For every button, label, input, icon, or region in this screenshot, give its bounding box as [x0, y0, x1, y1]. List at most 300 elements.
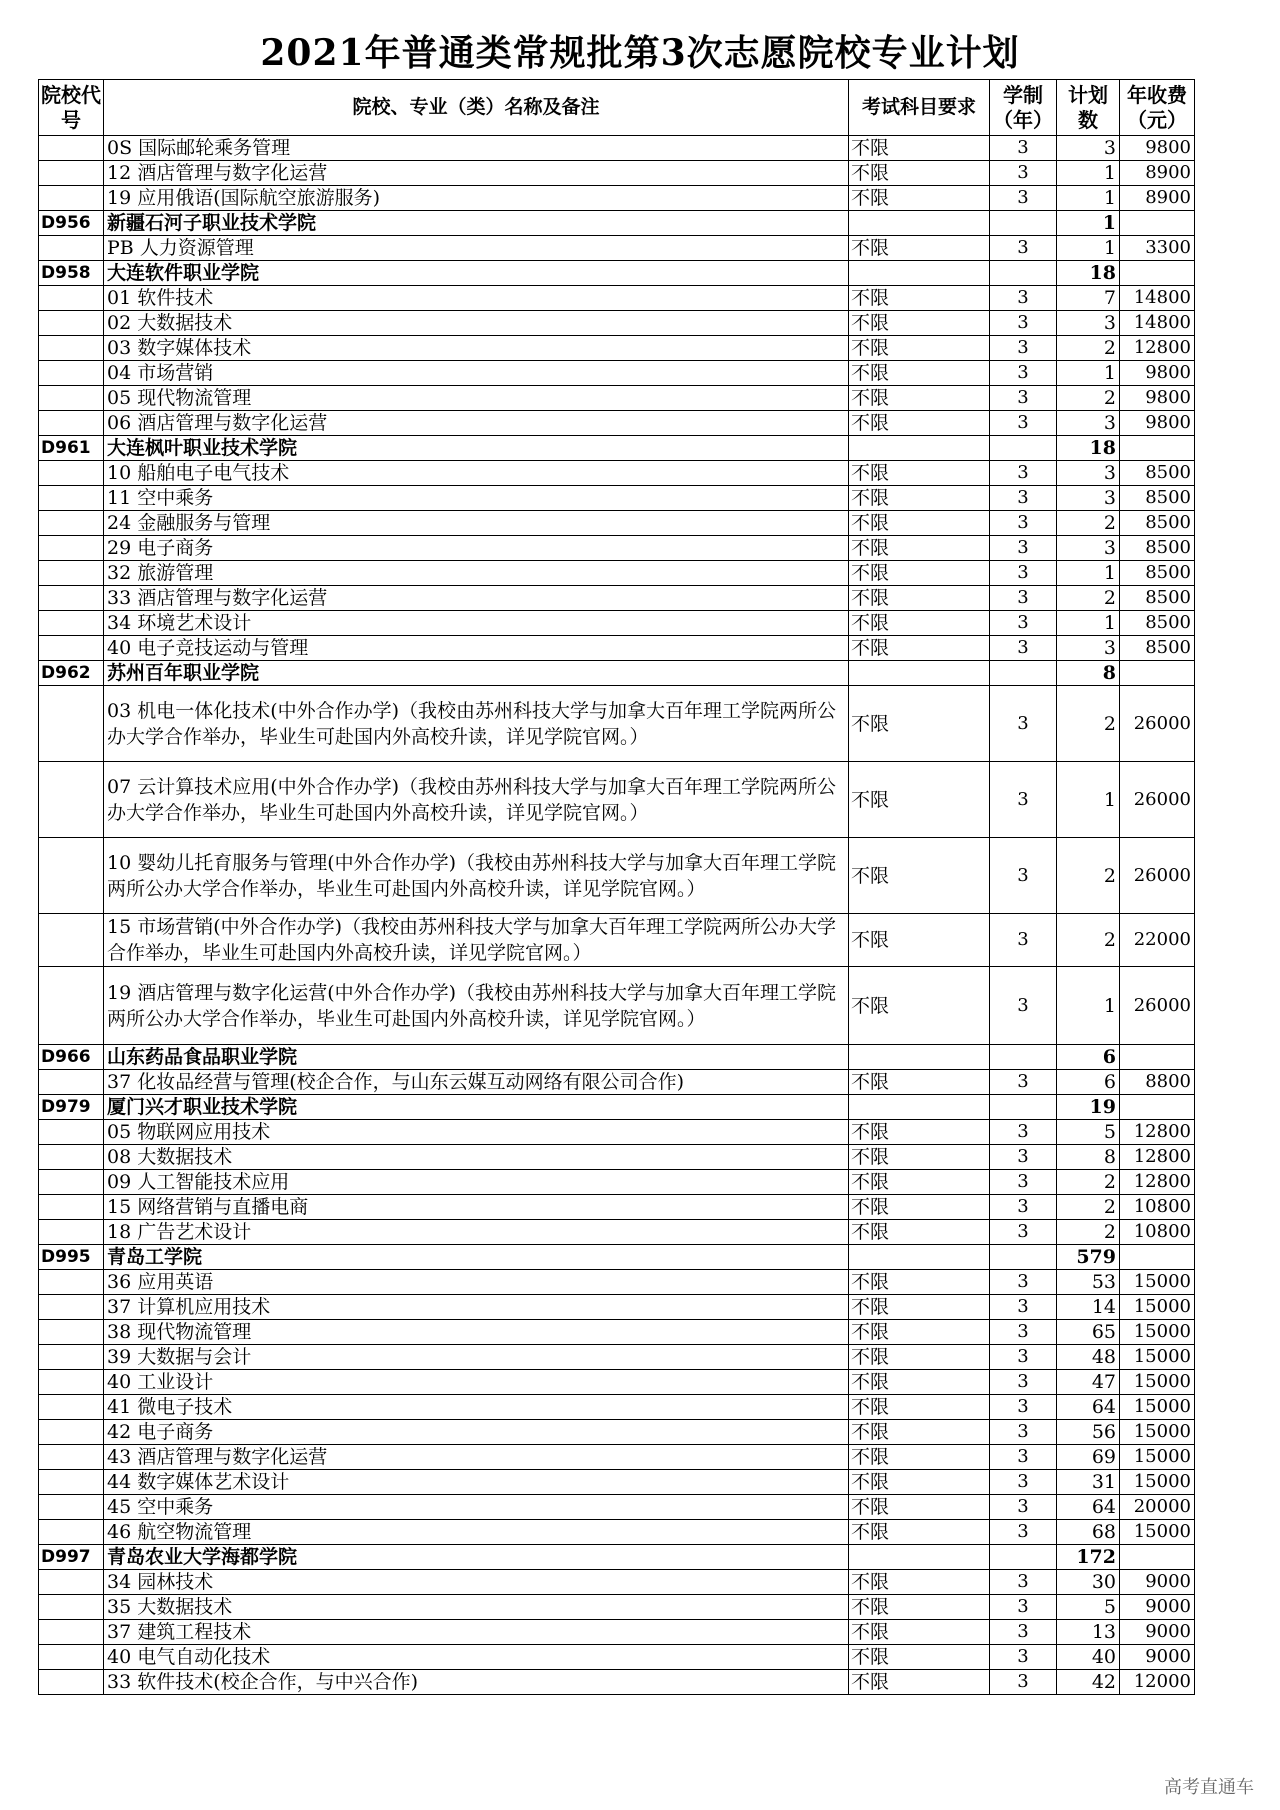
- cell-plan: 40: [1057, 1645, 1120, 1670]
- cell-fee: 8500: [1120, 536, 1195, 561]
- cell-school-code: [39, 386, 104, 411]
- cell-years: 3: [990, 1620, 1057, 1645]
- cell-plan: 1: [1057, 211, 1120, 236]
- cell-school-code: [39, 967, 104, 1045]
- cell-requirement: 不限: [849, 236, 990, 261]
- major-row: [39, 1270, 1195, 1295]
- school-row: [39, 1245, 1195, 1270]
- cell-requirement: [849, 1545, 990, 1570]
- cell-school-code: D956: [39, 211, 104, 236]
- cell-school-code: [39, 1420, 104, 1445]
- cell-name: 43 酒店管理与数字化运营: [104, 1445, 849, 1470]
- cell-requirement: 不限: [849, 1420, 990, 1445]
- cell-years: 3: [990, 1295, 1057, 1320]
- cell-school-code: [39, 286, 104, 311]
- cell-requirement: 不限: [849, 1170, 990, 1195]
- major-row: [39, 1120, 1195, 1145]
- cell-name: 39 大数据与会计: [104, 1345, 849, 1370]
- cell-years: 3: [990, 1220, 1057, 1245]
- cell-school-code: [39, 1345, 104, 1370]
- cell-years: [990, 211, 1057, 236]
- cell-plan: 13: [1057, 1620, 1120, 1645]
- header-name: 院校、专业（类）名称及备注: [104, 80, 849, 136]
- cell-plan: 8: [1057, 1145, 1120, 1170]
- major-row: [39, 161, 1195, 186]
- cell-fee: 8500: [1120, 636, 1195, 661]
- cell-fee: 15000: [1120, 1445, 1195, 1470]
- cell-fee: 15000: [1120, 1320, 1195, 1345]
- cell-school-code: [39, 636, 104, 661]
- major-row: [39, 1345, 1195, 1370]
- cell-name: 38 现代物流管理: [104, 1320, 849, 1345]
- cell-plan: 6: [1057, 1045, 1120, 1070]
- cell-school-code: [39, 1145, 104, 1170]
- cell-plan: 7: [1057, 286, 1120, 311]
- cell-years: 3: [990, 1345, 1057, 1370]
- cell-school-code: [39, 186, 104, 211]
- cell-school-code: D979: [39, 1095, 104, 1120]
- cell-school-code: [39, 311, 104, 336]
- cell-years: 3: [990, 1070, 1057, 1095]
- cell-plan: 64: [1057, 1395, 1120, 1420]
- cell-requirement: 不限: [849, 1645, 990, 1670]
- cell-name: 04 市场营销: [104, 361, 849, 386]
- cell-name: 45 空中乘务: [104, 1495, 849, 1520]
- cell-fee: 8500: [1120, 611, 1195, 636]
- cell-requirement: 不限: [849, 1495, 990, 1520]
- cell-years: 3: [990, 161, 1057, 186]
- major-row: [39, 914, 1195, 967]
- cell-years: 3: [990, 1520, 1057, 1545]
- cell-fee: 8500: [1120, 586, 1195, 611]
- cell-name: 19 酒店管理与数字化运营(中外合作办学)（我校由苏州科技大学与加拿大百年理工学院两所公办大学合作举办，毕业生可赴国内外高校升读，详见学院官网。）: [104, 967, 849, 1045]
- cell-fee: 26000: [1120, 762, 1195, 838]
- cell-requirement: 不限: [849, 1520, 990, 1545]
- cell-requirement: 不限: [849, 686, 990, 762]
- cell-school-code: [39, 586, 104, 611]
- cell-name: 37 计算机应用技术: [104, 1295, 849, 1320]
- cell-school-code: [39, 511, 104, 536]
- cell-plan: 2: [1057, 386, 1120, 411]
- cell-school-code: [39, 236, 104, 261]
- cell-name: 01 软件技术: [104, 286, 849, 311]
- cell-plan: 1: [1057, 967, 1120, 1045]
- cell-plan: 3: [1057, 636, 1120, 661]
- cell-school-code: D997: [39, 1545, 104, 1570]
- cell-requirement: 不限: [849, 1370, 990, 1395]
- cell-name: 11 空中乘务: [104, 486, 849, 511]
- cell-fee: 12800: [1120, 1120, 1195, 1145]
- cell-requirement: 不限: [849, 1570, 990, 1595]
- school-row: [39, 1545, 1195, 1570]
- cell-years: 3: [990, 186, 1057, 211]
- cell-requirement: 不限: [849, 561, 990, 586]
- major-row: [39, 967, 1195, 1045]
- cell-plan: 6: [1057, 1070, 1120, 1095]
- cell-plan: 2: [1057, 511, 1120, 536]
- cell-name: 36 应用英语: [104, 1270, 849, 1295]
- header-plan: 计划数: [1057, 80, 1120, 136]
- cell-fee: [1120, 1245, 1195, 1270]
- header-school-code: 院校代号: [39, 80, 104, 136]
- school-row: [39, 211, 1195, 236]
- cell-requirement: 不限: [849, 1145, 990, 1170]
- cell-fee: 15000: [1120, 1420, 1195, 1445]
- cell-requirement: 不限: [849, 1320, 990, 1345]
- cell-years: 3: [990, 1445, 1057, 1470]
- cell-name: 10 船舶电子电气技术: [104, 461, 849, 486]
- cell-name: 37 化妆品经营与管理(校企合作，与山东云媒互动网络有限公司合作): [104, 1070, 849, 1095]
- cell-fee: 8500: [1120, 561, 1195, 586]
- cell-school-code: [39, 536, 104, 561]
- cell-fee: 12000: [1120, 1670, 1195, 1695]
- cell-requirement: [849, 1095, 990, 1120]
- cell-school-code: [39, 486, 104, 511]
- cell-years: 3: [990, 1470, 1057, 1495]
- cell-requirement: 不限: [849, 361, 990, 386]
- cell-requirement: 不限: [849, 1595, 990, 1620]
- cell-fee: 12800: [1120, 336, 1195, 361]
- major-row: [39, 1295, 1195, 1320]
- cell-name: 15 网络营销与直播电商: [104, 1195, 849, 1220]
- cell-name: 42 电子商务: [104, 1420, 849, 1445]
- cell-school-code: [39, 1070, 104, 1095]
- cell-name: 29 电子商务: [104, 536, 849, 561]
- cell-plan: 2: [1057, 914, 1120, 967]
- cell-requirement: 不限: [849, 586, 990, 611]
- major-row: [39, 411, 1195, 436]
- cell-fee: [1120, 261, 1195, 286]
- major-row: [39, 461, 1195, 486]
- cell-plan: 172: [1057, 1545, 1120, 1570]
- cell-plan: 18: [1057, 436, 1120, 461]
- plan-table: [38, 79, 1195, 1695]
- cell-requirement: 不限: [849, 636, 990, 661]
- cell-plan: 1: [1057, 762, 1120, 838]
- cell-fee: 10800: [1120, 1195, 1195, 1220]
- cell-name: 34 环境艺术设计: [104, 611, 849, 636]
- cell-school-code: [39, 411, 104, 436]
- cell-name: 18 广告艺术设计: [104, 1220, 849, 1245]
- cell-fee: 15000: [1120, 1520, 1195, 1545]
- major-row: [39, 386, 1195, 411]
- cell-plan: 1: [1057, 186, 1120, 211]
- cell-school-code: [39, 1370, 104, 1395]
- cell-years: 3: [990, 386, 1057, 411]
- cell-school-code: [39, 1620, 104, 1645]
- cell-fee: 8500: [1120, 461, 1195, 486]
- cell-name: 08 大数据技术: [104, 1145, 849, 1170]
- cell-fee: 8900: [1120, 161, 1195, 186]
- cell-school-code: [39, 561, 104, 586]
- table-header-row: [39, 80, 1195, 136]
- cell-fee: 8500: [1120, 486, 1195, 511]
- cell-school-code: [39, 762, 104, 838]
- cell-name: 05 物联网应用技术: [104, 1120, 849, 1145]
- cell-fee: [1120, 1095, 1195, 1120]
- major-row: [39, 1170, 1195, 1195]
- cell-name: 19 应用俄语(国际航空旅游服务): [104, 186, 849, 211]
- cell-name: 40 电子竞技运动与管理: [104, 636, 849, 661]
- school-row: [39, 1095, 1195, 1120]
- cell-name: 苏州百年职业学院: [104, 661, 849, 686]
- cell-requirement: 不限: [849, 967, 990, 1045]
- cell-years: 3: [990, 461, 1057, 486]
- cell-requirement: 不限: [849, 1070, 990, 1095]
- cell-years: 3: [990, 361, 1057, 386]
- cell-requirement: 不限: [849, 1445, 990, 1470]
- cell-fee: 15000: [1120, 1295, 1195, 1320]
- cell-requirement: 不限: [849, 136, 990, 161]
- cell-requirement: 不限: [849, 838, 990, 914]
- major-row: [39, 511, 1195, 536]
- cell-fee: 26000: [1120, 838, 1195, 914]
- cell-requirement: [849, 211, 990, 236]
- cell-plan: 1: [1057, 161, 1120, 186]
- cell-school-code: [39, 1495, 104, 1520]
- major-row: [39, 1470, 1195, 1495]
- cell-years: 3: [990, 1395, 1057, 1420]
- cell-school-code: [39, 1195, 104, 1220]
- major-row: [39, 838, 1195, 914]
- major-row: [39, 136, 1195, 161]
- cell-name: 05 现代物流管理: [104, 386, 849, 411]
- cell-requirement: 不限: [849, 511, 990, 536]
- major-row: [39, 1445, 1195, 1470]
- cell-plan: 1: [1057, 561, 1120, 586]
- cell-school-code: [39, 161, 104, 186]
- cell-plan: 3: [1057, 311, 1120, 336]
- cell-name: 06 酒店管理与数字化运营: [104, 411, 849, 436]
- cell-fee: [1120, 661, 1195, 686]
- cell-years: [990, 1095, 1057, 1120]
- cell-years: 3: [990, 511, 1057, 536]
- cell-fee: [1120, 1545, 1195, 1570]
- cell-school-code: D995: [39, 1245, 104, 1270]
- cell-school-code: [39, 1645, 104, 1670]
- cell-school-code: [39, 1170, 104, 1195]
- cell-fee: 12800: [1120, 1170, 1195, 1195]
- cell-plan: 68: [1057, 1520, 1120, 1545]
- cell-name: 12 酒店管理与数字化运营: [104, 161, 849, 186]
- major-row: [39, 1395, 1195, 1420]
- cell-fee: 3300: [1120, 236, 1195, 261]
- cell-name: 37 建筑工程技术: [104, 1620, 849, 1645]
- cell-plan: 2: [1057, 336, 1120, 361]
- cell-requirement: 不限: [849, 1195, 990, 1220]
- cell-years: 3: [990, 486, 1057, 511]
- cell-school-code: [39, 1470, 104, 1495]
- major-row: [39, 1495, 1195, 1520]
- cell-name: 34 园林技术: [104, 1570, 849, 1595]
- cell-fee: 20000: [1120, 1495, 1195, 1520]
- major-row: [39, 1595, 1195, 1620]
- cell-fee: 9800: [1120, 386, 1195, 411]
- cell-years: 3: [990, 586, 1057, 611]
- major-row: [39, 611, 1195, 636]
- cell-years: 3: [990, 1370, 1057, 1395]
- cell-name: 40 工业设计: [104, 1370, 849, 1395]
- cell-requirement: 不限: [849, 486, 990, 511]
- cell-plan: 3: [1057, 486, 1120, 511]
- cell-plan: 47: [1057, 1370, 1120, 1395]
- cell-name: 41 微电子技术: [104, 1395, 849, 1420]
- cell-years: 3: [990, 1145, 1057, 1170]
- major-row: [39, 311, 1195, 336]
- cell-years: [990, 1045, 1057, 1070]
- cell-fee: 8900: [1120, 186, 1195, 211]
- cell-fee: 26000: [1120, 686, 1195, 762]
- cell-requirement: 不限: [849, 762, 990, 838]
- cell-school-code: D962: [39, 661, 104, 686]
- school-row: [39, 1045, 1195, 1070]
- cell-plan: 2: [1057, 1170, 1120, 1195]
- cell-name: 33 软件技术(校企合作，与中兴合作): [104, 1670, 849, 1695]
- cell-plan: 5: [1057, 1595, 1120, 1620]
- cell-plan: 65: [1057, 1320, 1120, 1345]
- cell-requirement: 不限: [849, 914, 990, 967]
- cell-name: 青岛农业大学海都学院: [104, 1545, 849, 1570]
- cell-requirement: 不限: [849, 1120, 990, 1145]
- cell-plan: 2: [1057, 1220, 1120, 1245]
- cell-years: 3: [990, 967, 1057, 1045]
- cell-plan: 18: [1057, 261, 1120, 286]
- cell-plan: 64: [1057, 1495, 1120, 1520]
- cell-years: [990, 1245, 1057, 1270]
- cell-name: 02 大数据技术: [104, 311, 849, 336]
- cell-requirement: 不限: [849, 186, 990, 211]
- major-row: [39, 1370, 1195, 1395]
- cell-plan: 579: [1057, 1245, 1120, 1270]
- cell-school-code: [39, 461, 104, 486]
- cell-requirement: 不限: [849, 386, 990, 411]
- major-row: [39, 1070, 1195, 1095]
- cell-requirement: [849, 436, 990, 461]
- cell-requirement: 不限: [849, 1295, 990, 1320]
- cell-years: 3: [990, 1320, 1057, 1345]
- cell-name: 03 机电一体化技术(中外合作办学)（我校由苏州科技大学与加拿大百年理工学院两所公办大学合作举办，毕业生可赴国内外高校升读，详见学院官网。）: [104, 686, 849, 762]
- cell-years: 3: [990, 1420, 1057, 1445]
- cell-years: 3: [990, 536, 1057, 561]
- cell-name: 10 婴幼儿托育服务与管理(中外合作办学)（我校由苏州科技大学与加拿大百年理工学院两所公办大学合作举办，毕业生可赴国内外高校升读，详见学院官网。）: [104, 838, 849, 914]
- cell-years: [990, 436, 1057, 461]
- major-row: [39, 1145, 1195, 1170]
- cell-name: 厦门兴才职业技术学院: [104, 1095, 849, 1120]
- major-row: [39, 1670, 1195, 1695]
- cell-requirement: 不限: [849, 411, 990, 436]
- major-row: [39, 1320, 1195, 1345]
- cell-years: 3: [990, 1495, 1057, 1520]
- cell-name: 46 航空物流管理: [104, 1520, 849, 1545]
- cell-fee: 15000: [1120, 1470, 1195, 1495]
- major-row: [39, 1520, 1195, 1545]
- major-row: [39, 236, 1195, 261]
- major-row: [39, 561, 1195, 586]
- cell-school-code: [39, 1570, 104, 1595]
- cell-years: 3: [990, 636, 1057, 661]
- cell-name: 大连枫叶职业技术学院: [104, 436, 849, 461]
- cell-requirement: 不限: [849, 1395, 990, 1420]
- cell-years: 3: [990, 561, 1057, 586]
- cell-years: 3: [990, 1120, 1057, 1145]
- cell-plan: 3: [1057, 411, 1120, 436]
- plan-table-body: [39, 136, 1195, 1695]
- cell-school-code: [39, 1670, 104, 1695]
- cell-requirement: 不限: [849, 461, 990, 486]
- cell-plan: 2: [1057, 586, 1120, 611]
- cell-school-code: D966: [39, 1045, 104, 1070]
- cell-requirement: 不限: [849, 336, 990, 361]
- cell-fee: 8800: [1120, 1070, 1195, 1095]
- cell-requirement: 不限: [849, 1670, 990, 1695]
- cell-name: 青岛工学院: [104, 1245, 849, 1270]
- cell-name: PB 人力资源管理: [104, 236, 849, 261]
- major-row: [39, 486, 1195, 511]
- cell-fee: 15000: [1120, 1395, 1195, 1420]
- cell-years: 3: [990, 1170, 1057, 1195]
- cell-years: [990, 661, 1057, 686]
- cell-school-code: [39, 1520, 104, 1545]
- cell-name: 03 数字媒体技术: [104, 336, 849, 361]
- cell-plan: 3: [1057, 461, 1120, 486]
- cell-fee: [1120, 211, 1195, 236]
- cell-plan: 69: [1057, 1445, 1120, 1470]
- cell-requirement: 不限: [849, 1220, 990, 1245]
- major-row: [39, 686, 1195, 762]
- cell-requirement: 不限: [849, 536, 990, 561]
- cell-school-code: [39, 611, 104, 636]
- cell-years: 3: [990, 1645, 1057, 1670]
- cell-fee: 9800: [1120, 361, 1195, 386]
- cell-fee: 9000: [1120, 1645, 1195, 1670]
- cell-years: 3: [990, 686, 1057, 762]
- cell-fee: 15000: [1120, 1370, 1195, 1395]
- cell-fee: 14800: [1120, 311, 1195, 336]
- cell-requirement: 不限: [849, 161, 990, 186]
- major-row: [39, 1220, 1195, 1245]
- plan-table-wrapper: [38, 79, 1195, 1695]
- cell-plan: 30: [1057, 1570, 1120, 1595]
- cell-requirement: [849, 1245, 990, 1270]
- header-fee: 年收费（元）: [1120, 80, 1195, 136]
- cell-name: 09 人工智能技术应用: [104, 1170, 849, 1195]
- page-title: 2021年普通类常规批第3次志愿院校专业计划: [260, 32, 1020, 74]
- major-row: [39, 1645, 1195, 1670]
- header-requirement: 考试科目要求: [849, 80, 990, 136]
- cell-school-code: [39, 361, 104, 386]
- cell-years: 3: [990, 1270, 1057, 1295]
- cell-plan: 31: [1057, 1470, 1120, 1495]
- cell-fee: 10800: [1120, 1220, 1195, 1245]
- cell-fee: 15000: [1120, 1345, 1195, 1370]
- cell-fee: 26000: [1120, 967, 1195, 1045]
- cell-requirement: [849, 1045, 990, 1070]
- cell-plan: 3: [1057, 536, 1120, 561]
- cell-plan: 1: [1057, 611, 1120, 636]
- cell-fee: 14800: [1120, 286, 1195, 311]
- cell-years: 3: [990, 838, 1057, 914]
- cell-requirement: 不限: [849, 1270, 990, 1295]
- cell-school-code: [39, 1120, 104, 1145]
- cell-years: 3: [990, 1595, 1057, 1620]
- header-years: 学制（年）: [990, 80, 1057, 136]
- cell-name: 35 大数据技术: [104, 1595, 849, 1620]
- cell-years: 3: [990, 762, 1057, 838]
- cell-school-code: [39, 838, 104, 914]
- cell-school-code: [39, 336, 104, 361]
- school-row: [39, 436, 1195, 461]
- cell-school-code: D958: [39, 261, 104, 286]
